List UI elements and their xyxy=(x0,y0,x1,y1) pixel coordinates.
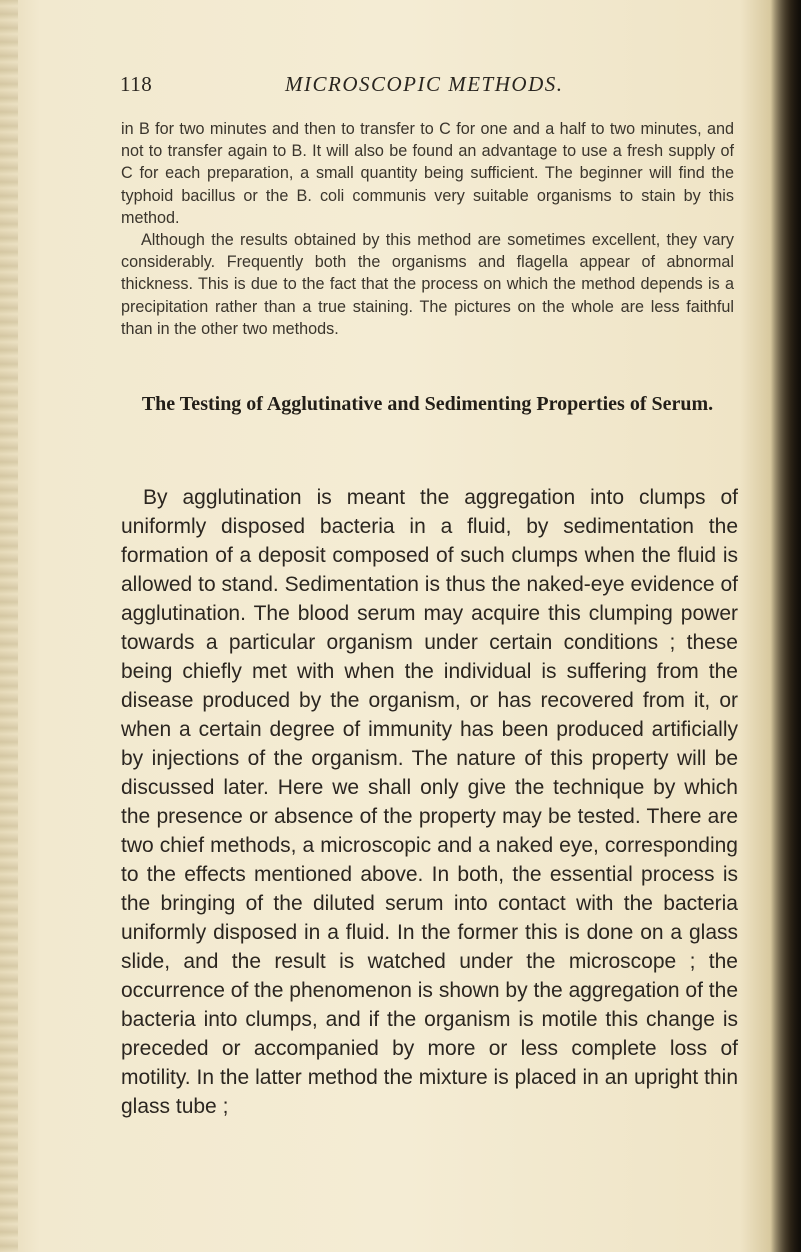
page-number: 118 xyxy=(120,72,153,96)
section-heading: The Testing of Agglutinative and Sedimenting Properties of Serum. xyxy=(141,393,714,415)
section-body-paragraph: By agglutination is meant the aggregation into clumps of uniformly disposed bacteria in a fluid, by sedimentation the formation of a deposit composed of such clumps when the fluid is allowed to stand. Sedimentation is thus the naked-eye evidence of agglutination. The blood serum may acquire this clumping power towards a particular organism under certain conditions ; these being chiefly met with when the individual is suffering from the disease produced by the organism, or has recovered from it, or when a certain degree of immunity has been produced artificially by injections of the organism. The nature of this property will be discussed later. Here we shall only give the technique by which the presence or absence of the property may be tested. There are two chief methods, a microscopic and a naked eye, corresponding to the effects mentioned above. In both, the essential process is the bringing of the diluted serum into contact with the bacteria uniformly disposed in a fluid. In the former this is done on a glass slide, and the result is watched under the microscope ; the occurrence of the phenomenon is shown by the aggregation of the bacteria into clumps, and if the organism is motile this change is preceded or accompanied by more or less complete loss of motility. In the latter method the mixture is placed in an upright thin glass tube ; xyxy=(121,486,738,1118)
intro-text-block xyxy=(121,118,734,340)
intro-paragraph-1: in B for two minutes and then to transfer to C for one and a half to two minutes, and not to transfer again to B. It will also be found an advantage to use a fresh supply of C for each preparation, a small quantity being sufficient. The beginner will find the typhoid bacillus or the B. coli communis very suitable organisms to stain by this method. xyxy=(121,120,734,227)
intro-paragraph-2: Although the results obtained by this method are sometimes excellent, they vary considerably. Frequently both the organisms and flagella appear of abnormal thickness. This is due to the fact that the process on which the method depends is a precipitation rather than a true staining. The pictures on the whole are less faithful than in the other two methods. xyxy=(121,231,734,338)
binding-gutter xyxy=(0,0,18,1252)
running-head xyxy=(120,72,730,106)
page-edge-shadow xyxy=(771,0,801,1252)
running-title: MICROSCOPIC METHODS. xyxy=(285,72,564,96)
